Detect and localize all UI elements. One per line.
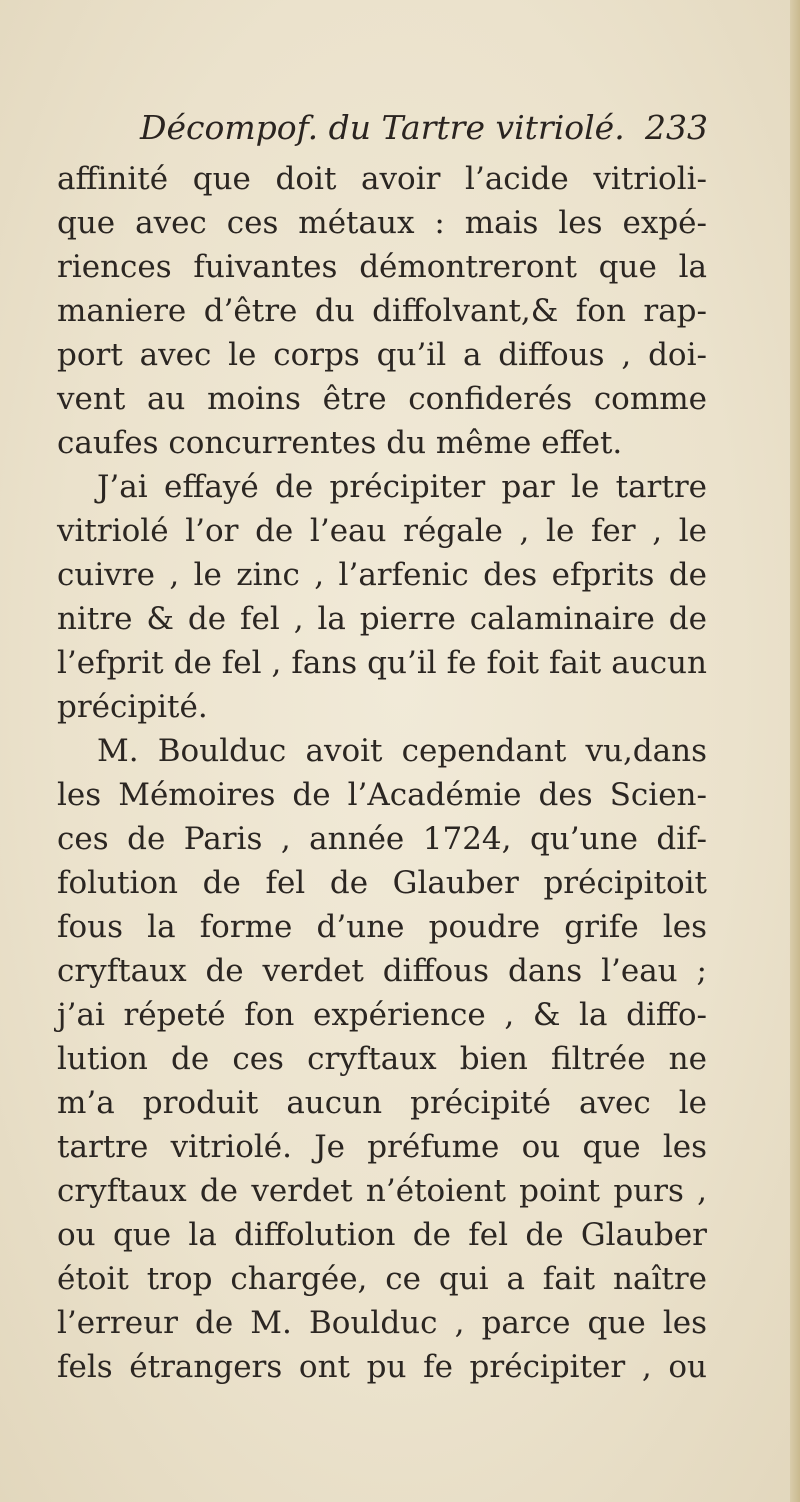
text-line: fels étrangers ont pu fe précipiter , ou: [57, 1349, 707, 1385]
text-line: cuivre , le zinc , l’arfenic des efprits de: [57, 557, 707, 593]
text-line: cryftaux de verdet n’étoient point purs ,: [57, 1173, 707, 1209]
text-line: vitriolé l’or de l’eau régale , le fer , le: [57, 513, 707, 549]
running-head: [0, 108, 800, 158]
text-line: J’ai effayé de précipiter par le tartre: [97, 469, 707, 505]
text-line: caufes concurrentes du même effet.: [57, 425, 623, 461]
text-line: nitre & de fel , la pierre calaminaire de: [57, 601, 707, 637]
text-line: tartre vitriolé. Je préfume ou que les: [57, 1129, 707, 1165]
text-line: riences fuivantes démontreront que la: [57, 249, 707, 285]
text-line: cryftaux de verdet diffous dans l’eau ;: [57, 953, 707, 989]
text-line: étoit trop chargée, ce qui a fait naître: [57, 1261, 707, 1297]
text-line: m’a produit aucun précipité avec le: [57, 1085, 707, 1121]
text-line: précipité.: [57, 689, 208, 725]
text-line: l’erreur de M. Boulduc , parce que les: [57, 1305, 707, 1341]
text-line: ou que la diffolution de fel de Glauber: [57, 1217, 707, 1253]
text-line: ces de Paris , année 1724, qu’une dif-: [57, 821, 707, 857]
page-edge: [790, 0, 800, 1502]
text-line: folution de fel de Glauber précipitoit: [57, 865, 707, 901]
text-line: vent au moins être confiderés comme: [57, 381, 707, 417]
page-number: 233: [645, 108, 708, 147]
text-line: l’efprit de fel , fans qu’il fe foit fait aucun: [57, 645, 707, 681]
text-line: que avec ces métaux : mais les expé-: [57, 205, 707, 241]
text-line: affinité que doit avoir l’acide vitrioli-: [57, 161, 707, 197]
text-line: M. Boulduc avoit cependant vu,dans: [97, 733, 707, 769]
text-line: maniere d’être du diffolvant,& fon rap-: [57, 293, 707, 329]
text-line: port avec le corps qu’il a diffous , doi-: [57, 337, 707, 373]
text-line: j’ai répeté fon expérience , & la diffo-: [57, 997, 707, 1033]
text-line: lution de ces cryftaux bien filtrée ne: [57, 1041, 707, 1077]
running-head-title: Décompof. du Tartre vitriolé.: [140, 108, 625, 147]
text-line: les Mémoires de l’Académie des Scien-: [57, 777, 707, 813]
text-line: fous la forme d’une poudre grife les: [57, 909, 707, 945]
